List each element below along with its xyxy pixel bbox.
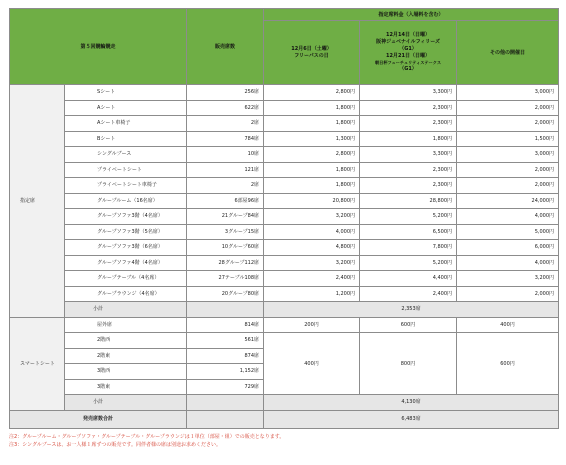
price-day1: 4,000円 xyxy=(264,224,360,240)
seat-count: 10席 xyxy=(187,147,264,163)
header-day2-line1: 12月14日（日曜） xyxy=(386,32,430,39)
total-value: 6,483席 xyxy=(264,410,559,428)
price-day2: 5,200円 xyxy=(360,209,457,225)
seat-type-name: Aシート xyxy=(65,100,187,116)
seat-count: 622席 xyxy=(187,100,264,116)
price-day1: 20,800円 xyxy=(264,193,360,209)
reserved-row xyxy=(10,100,559,116)
reserved-row xyxy=(10,224,559,240)
price-day3: 2,000円 xyxy=(457,178,559,194)
price-day1: 2,400円 xyxy=(264,271,360,287)
price-day1: 1,300円 xyxy=(264,131,360,147)
seat-type-name: Aシート車椅子 xyxy=(65,116,187,132)
header-day2-line2: 阪神ジュベナイルフィリーズ xyxy=(376,39,440,46)
smart-row-seats: 874席 xyxy=(187,348,264,364)
price-day1: 1,800円 xyxy=(264,178,360,194)
price-day1: 3,200円 xyxy=(264,209,360,225)
seat-count: 27テーブル108席 xyxy=(187,271,264,287)
reserved-row xyxy=(10,116,559,132)
ticket-price-table xyxy=(9,8,559,429)
price-day1: 1,200円 xyxy=(264,286,360,302)
seat-type-name: グループテーブル（4名席） xyxy=(65,271,187,287)
seat-count: 2席 xyxy=(187,116,264,132)
seat-type-name: グループソファ3階（5名席） xyxy=(65,224,187,240)
seat-count: 784席 xyxy=(187,131,264,147)
smart-row-seats: 561席 xyxy=(187,333,264,349)
header-day2-line5: 朝日杯フューチュリティステークス xyxy=(374,60,442,66)
price-day2: 2,300円 xyxy=(360,178,457,194)
reserved-row xyxy=(10,240,559,256)
seat-type-name: グループソファ4階（4名席） xyxy=(65,255,187,271)
price-day3: 24,000円 xyxy=(457,193,559,209)
price-day1: 2,800円 xyxy=(264,147,360,163)
price-day2: 4,400円 xyxy=(360,271,457,287)
smart-row-name: 2階東 xyxy=(65,348,187,364)
notes xyxy=(9,433,558,449)
price-day3: 2,000円 xyxy=(457,162,559,178)
smart-row-seats: 1,152席 xyxy=(187,364,264,380)
price-day2: 2,300円 xyxy=(360,162,457,178)
price-day3: 1,500円 xyxy=(457,131,559,147)
price-day2: 5,200円 xyxy=(360,255,457,271)
smart-group-label: スマートシート xyxy=(10,317,65,410)
price-day2: 2,300円 xyxy=(360,100,457,116)
price-day1: 1,800円 xyxy=(264,100,360,116)
price-day1: 3,200円 xyxy=(264,255,360,271)
price-day3: 4,000円 xyxy=(457,255,559,271)
price-day2: 2,400円 xyxy=(360,286,457,302)
price-day2: 2,300円 xyxy=(360,116,457,132)
smart-subtotal-row xyxy=(10,395,559,411)
smart-row-first xyxy=(10,317,559,333)
reserved-row xyxy=(10,85,559,101)
price-day3: 3,000円 xyxy=(457,85,559,101)
seat-count: 6部屋96席 xyxy=(187,193,264,209)
header-price-group: 指定席料金（入場料を含む） xyxy=(264,9,559,21)
header-day2-line4: 12月21日（日曜） xyxy=(386,53,430,60)
price-day2: 1,800円 xyxy=(360,131,457,147)
reserved-subtotal-label: 小計 xyxy=(65,302,187,318)
seat-count: 3グループ15席 xyxy=(187,224,264,240)
reserved-subtotal-row xyxy=(10,302,559,318)
reserved-row xyxy=(10,193,559,209)
header-day2 xyxy=(360,21,457,85)
smart-row-seats: 814席 xyxy=(187,317,264,333)
price-day2: 3,300円 xyxy=(360,147,457,163)
seat-count: 20グループ80席 xyxy=(187,286,264,302)
seat-type-name: グループソファ3階（4名席） xyxy=(65,209,187,225)
total-row xyxy=(10,410,559,428)
reserved-row xyxy=(10,178,559,194)
price-day3: 2,000円 xyxy=(457,286,559,302)
seat-type-name: シングルブース xyxy=(65,147,187,163)
price-day3: 2,000円 xyxy=(457,100,559,116)
reserved-row xyxy=(10,286,559,302)
smart-row-name: 2階西 xyxy=(65,333,187,349)
smart-subtotal-label: 小計 xyxy=(65,395,187,411)
seat-type-name: グループルーム（16名席） xyxy=(65,193,187,209)
header-day2-line3: （G1） xyxy=(399,46,417,53)
price-day3: 2,000円 xyxy=(457,116,559,132)
price-day2: 7,800円 xyxy=(360,240,457,256)
header-day2-line6: （G1） xyxy=(399,65,417,72)
header-day1-date: 12月6日（土曜） xyxy=(291,45,332,52)
smart-row-seats: 729席 xyxy=(187,379,264,395)
seat-type-name: プライベートシート xyxy=(65,162,187,178)
smart-merged-price-day3: 600円 xyxy=(457,333,559,395)
smart-row xyxy=(10,333,559,349)
seat-count: 21グループ84席 xyxy=(187,209,264,225)
seat-type-name: Bシート xyxy=(65,131,187,147)
seat-type-name: グループソファ3階（6名席） xyxy=(65,240,187,256)
header-day1-sub: フリーパスの日 xyxy=(294,52,329,59)
reserved-group-label: 指定席 xyxy=(10,85,65,318)
reserved-row xyxy=(10,255,559,271)
price-day3: 3,200円 xyxy=(457,271,559,287)
price-day3: 6,000円 xyxy=(457,240,559,256)
total-section xyxy=(10,410,559,428)
seat-count: 2席 xyxy=(187,178,264,194)
price-day1: 1,800円 xyxy=(264,116,360,132)
reserved-section xyxy=(10,85,559,318)
price-day3: 3,000円 xyxy=(457,147,559,163)
seat-count: 28グループ112席 xyxy=(187,255,264,271)
header-sold-seats: 販売席数 xyxy=(187,9,264,85)
note-line: 注2：グループルーム・グループソファ・グループテーブル・グループラウンジは１単位（部屋・組）での販売となります。 xyxy=(9,433,285,440)
seat-type-name: グループラウンジ（4名席） xyxy=(65,286,187,302)
smart-merged-price-day1: 400円 xyxy=(264,333,360,395)
price-day2: 3,300円 xyxy=(360,85,457,101)
reserved-subtotal-value: 2,353席 xyxy=(264,302,559,318)
smart-row-name: 屋外席 xyxy=(65,317,187,333)
seat-count: 256席 xyxy=(187,85,264,101)
seat-count: 121席 xyxy=(187,162,264,178)
smart-section xyxy=(10,317,559,410)
price-day2: 28,800円 xyxy=(360,193,457,209)
seat-count: 10グループ60席 xyxy=(187,240,264,256)
smart-row-price-day2: 600円 xyxy=(360,317,457,333)
smart-merged-price-day2: 800円 xyxy=(360,333,457,395)
smart-row-name: 3階西 xyxy=(65,364,187,380)
reserved-row xyxy=(10,271,559,287)
reserved-row xyxy=(10,162,559,178)
seat-type-name: プライベートシート車椅子 xyxy=(65,178,187,194)
smart-row-name: 3階東 xyxy=(65,379,187,395)
reserved-row xyxy=(10,147,559,163)
price-day3: 4,000円 xyxy=(457,209,559,225)
price-day3: 5,000円 xyxy=(457,224,559,240)
header-day1 xyxy=(264,21,360,85)
ticket-table-container xyxy=(9,8,558,449)
header-title: 第５回競輪競走 xyxy=(10,9,187,85)
reserved-row xyxy=(10,209,559,225)
seat-type-name: Sシート xyxy=(65,85,187,101)
price-day1: 4,800円 xyxy=(264,240,360,256)
reserved-row xyxy=(10,131,559,147)
note-line: 注3：シングルブースは、お一人様１席ずつの販売です。同伴者様の席は別途お求めください。 xyxy=(9,441,222,448)
smart-subtotal-value: 4,130席 xyxy=(264,395,559,411)
price-day2: 6,500円 xyxy=(360,224,457,240)
header-day3: その他の開催日 xyxy=(457,21,559,85)
smart-row-price-day3: 400円 xyxy=(457,317,559,333)
smart-row-price-day1: 200円 xyxy=(264,317,360,333)
price-day1: 2,800円 xyxy=(264,85,360,101)
price-day1: 1,800円 xyxy=(264,162,360,178)
total-label: 発売席数合計 xyxy=(10,410,187,428)
